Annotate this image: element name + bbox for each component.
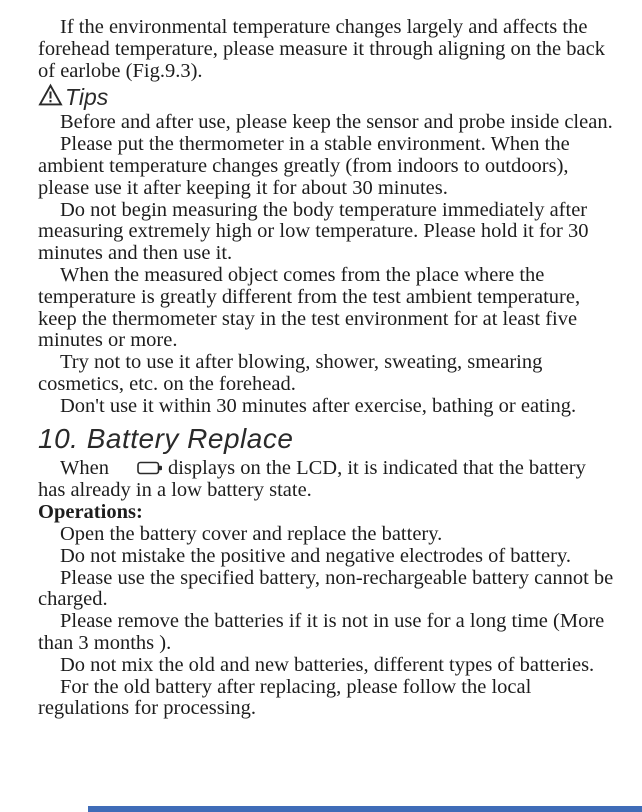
low-battery-text-after: displays on the LCD, it is indicated that the battery has already in a low battery state. xyxy=(38,456,586,502)
tip-paragraph: Try not to use it after blowing, shower, sweating, smearing cosmetics, etc. on the forehead. xyxy=(38,351,543,395)
operation-paragraph: Please use the specified battery, non-rechargeable battery cannot be charged. xyxy=(38,566,614,611)
intro-paragraph: If the environmental temperature changes largely and affects the forehead temperature, please measure it through aligning on the back of earlobe (Fig.9.3). xyxy=(38,16,605,82)
operation-paragraph: Do not mistake the positive and negative electrodes of battery. xyxy=(60,544,572,567)
tips-label: Tips xyxy=(65,84,109,111)
operation-paragraph: Open the battery cover and replace the battery. xyxy=(60,522,443,545)
tips-heading xyxy=(38,83,615,112)
low-battery-text-before: When xyxy=(60,456,109,479)
tip-paragraph: Do not begin measuring the body temperature immediately after measuring extremely high or low temperature. Please hold it for 30 minutes and then use it. xyxy=(38,198,589,265)
operations-label: Operations: xyxy=(38,501,143,524)
operation-paragraph: For the old battery after replacing, please follow the local regulations for processing. xyxy=(38,675,532,720)
low-battery-icon xyxy=(115,459,163,481)
tip-paragraph: Before and after use, please keep the sensor and probe inside clean. xyxy=(60,111,613,134)
page-content xyxy=(38,17,615,720)
footer-bar xyxy=(88,806,642,812)
low-battery-paragraph xyxy=(38,458,615,503)
battery-replace-heading: 10. Battery Replace xyxy=(38,422,294,454)
tip-paragraph: When the measured object comes from the place where the temperature is greatly different from the test ambient temperature, keep the thermometer stay in the test environment for at least five minutes or more. xyxy=(38,263,581,352)
operation-paragraph: Do not mix the old and new batteries, different types of batteries. xyxy=(60,653,595,676)
tip-paragraph: Please put the thermometer in a stable environment. When the ambient temperature changes greatly (from indoors to outdoors), please use it after keeping it for about 30 minutes. xyxy=(38,133,570,199)
operation-paragraph: Please remove the batteries if it is not in use for a long time (More than 3 months ). xyxy=(38,610,605,654)
warning-triangle-icon xyxy=(38,83,63,113)
tip-paragraph: Don't use it within 30 minutes after exercise, bathing or eating. xyxy=(60,394,577,417)
